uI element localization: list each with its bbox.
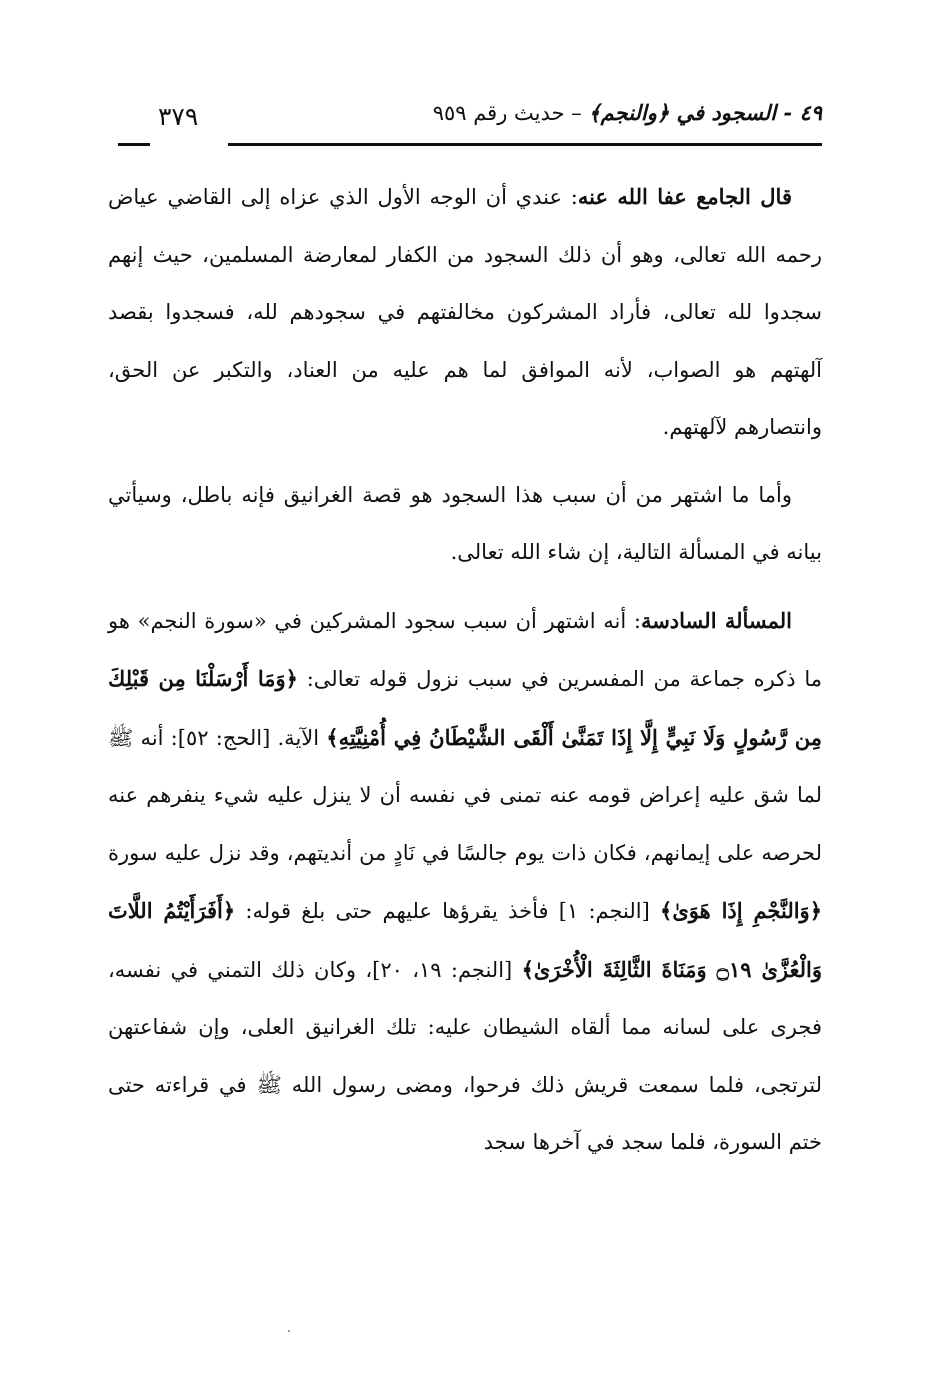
paragraph-sixth-issue [108, 592, 822, 1172]
quran-quote-hajj: ﴿وَمَا أَرْسَلْنَا مِن قَبْلِكَ مِن رَّسُولٍ وَلَا نَبِيٍّ إِلَّا إِذَا تَمَنَّىٰ أَلْقَى الشَّيْطَانُ فِي أُمْنِيَّتِهِ﴾ [108, 666, 822, 750]
quran-quote-najm-19: ﴿أَفَرَأَيْتُمُ اللَّاتَ وَالْعُزَّىٰ ۝١٩ وَمَنَاةَ الثَّالِثَةَ الْأُخْرَىٰ﴾ [108, 898, 822, 982]
paragraph-text: وأما ما اشتهر من أن سبب هذا السجود هو قصة الغرانيق فإنه باطل، وسيأتي بيانه في المسألة التالية، إن شاء الله تعالى. [108, 482, 822, 564]
paragraph-text-b: الآية. [الحج: ٥٢]: أنه ﷺ لما شق عليه إعراض قومه عنه تمنى في نفسه أن لا ينزل عليه شيء ينفرهم عنه لحرصه على إيمانهم، فكان ذات يوم جالسًا في نَادٍ من أنديتهم، وقد نزل عليه سورة [108, 725, 822, 865]
paragraph-text-c: [النجم: ١] فأخذ يقرؤها عليهم حتى بلغ قوله: [235, 899, 661, 923]
paragraph-lead: قال الجامع عفا الله عنه [577, 184, 792, 209]
running-title-chapter: ٤٩ - السجود في ﴿والنجم﴾ [588, 100, 822, 125]
header-rule [228, 143, 822, 146]
paragraph-text-a: : أنه اشتهر أن سبب سجود المشركين في «سورة النجم» هو ما ذكره جماعة من المفسرين في سبب نزول قوله تعالى: [108, 608, 822, 691]
page-number: ٣٧٩ [158, 102, 199, 131]
header-rule-left [118, 143, 150, 146]
paragraph-text: : عندي أن الوجه الأول الذي عزاه إلى القاضي عياض رحمه الله تعالى، وهو أن ذلك السجود من الكفار لمعارضة المسلمين، حيث إنهم سجدوا لله تعالى، فأراد المشركون مخالفتهم في سجودهم لله، فسجدوا بقصد آلهتهم هو الصواب، لأنه الموافق لما هم عليه من العناد، والتكبر عن الحق، وانتصارهم لآلهتهم. [108, 185, 822, 439]
paragraph-gharaniq [108, 467, 822, 582]
quran-quote-najm-1: ﴿وَالنَّجْمِ إِذَا هَوَىٰ﴾ [660, 898, 823, 923]
page-body [108, 168, 822, 1172]
paragraph-compiler-note [108, 168, 822, 457]
scan-speck [288, 1330, 290, 1332]
running-title-hadith: – حديث رقم ٩٥٩ [432, 101, 589, 125]
page-header [118, 88, 822, 148]
paragraph-lead: المسألة السادسة [640, 607, 793, 633]
running-title [433, 100, 822, 125]
paragraph-text-d: [النجم: ١٩، ٢٠]، وكان ذلك التمني في نفسه، فجرى على لسانه مما ألقاه الشيطان عليه: تلك الغرانيق العلى، وإن شفاعتهن لترتجى، فلما سمعت قريش ذلك فرحوا، ومضى رسول الله ﷺ في قراءته حتى ختم السورة، فلما سجد في آخرها سجد [108, 957, 822, 1154]
